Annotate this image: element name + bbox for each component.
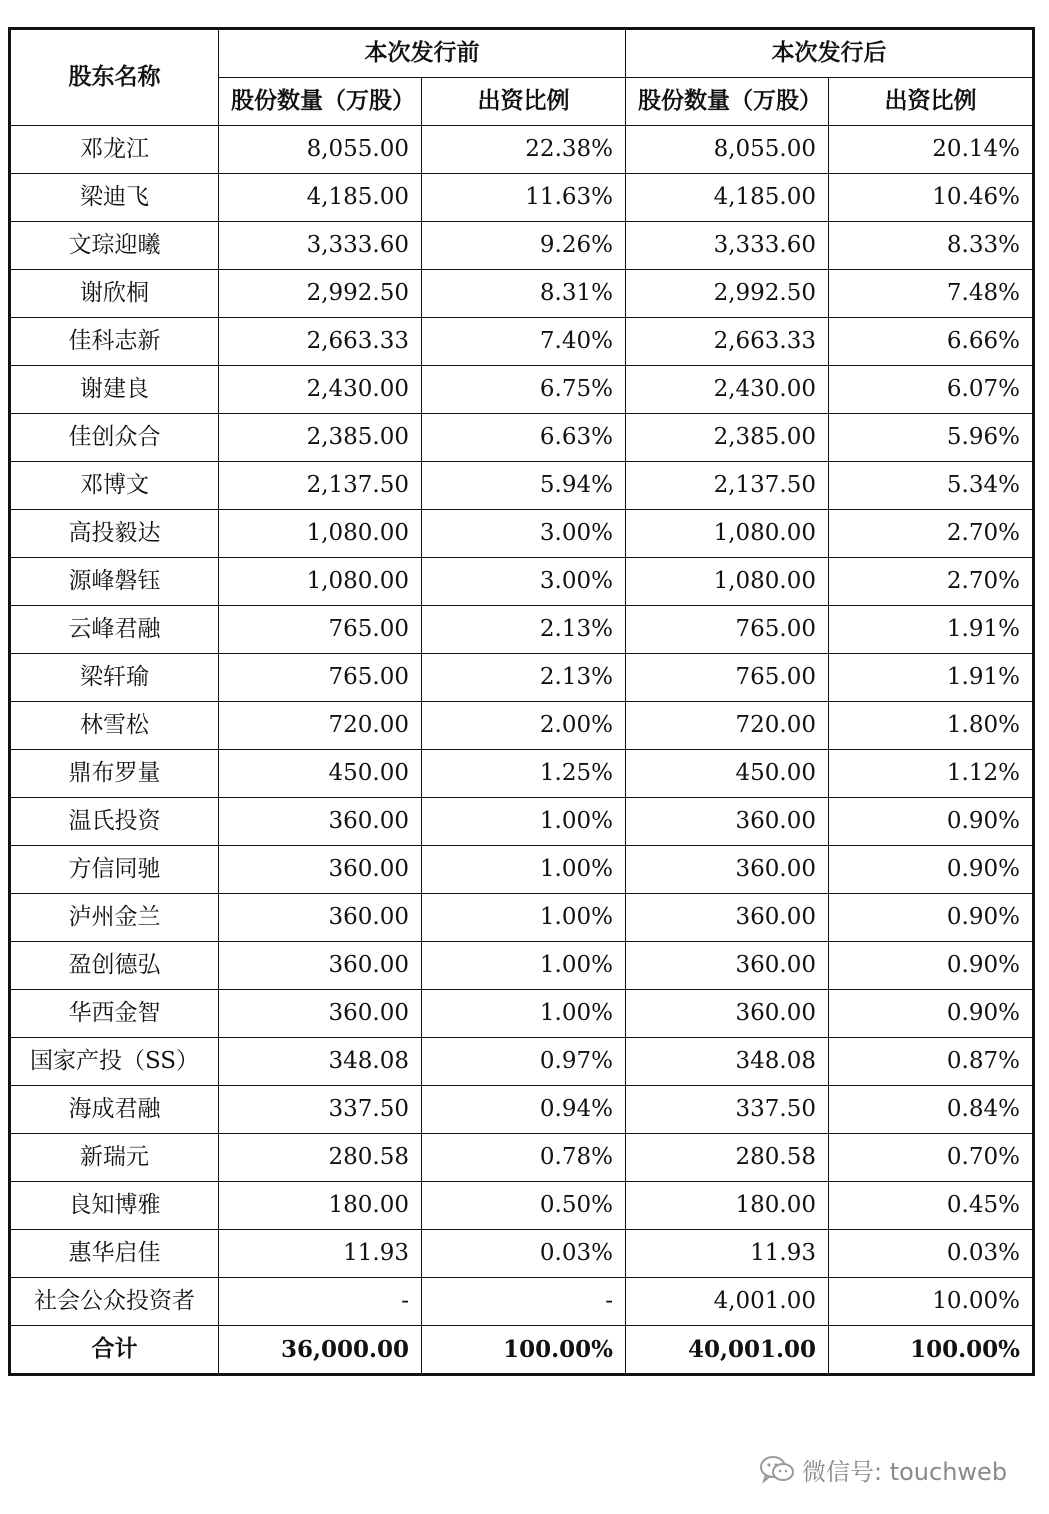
shares-after-cell: 720.00 [626,702,829,750]
shares-before-cell: 348.08 [219,1038,422,1086]
shareholder-name-cell: 文琮迎曦 [10,222,219,270]
ratio-after-cell: 1.91% [829,606,1034,654]
shares-after-cell: 765.00 [626,606,829,654]
shares-before-cell: 720.00 [219,702,422,750]
shareholder-name-cell: 海成君融 [10,1086,219,1134]
table-row [10,1230,1034,1278]
shares-after-cell: 180.00 [626,1182,829,1230]
ratio-before-cell: 2.13% [422,606,626,654]
shareholder-name-cell: 谢建良 [10,366,219,414]
table-row [10,654,1034,702]
shares-after-cell: 8,055.00 [626,126,829,174]
ratio-after-cell: 8.33% [829,222,1034,270]
ratio-before-cell: 7.40% [422,318,626,366]
ratio-before-cell: 6.75% [422,366,626,414]
ratio-before-cell: 8.31% [422,270,626,318]
shareholder-name-cell: 泸州金兰 [10,894,219,942]
header-shares-after: 股份数量（万股） [626,78,829,126]
table-row [10,606,1034,654]
ratio-after-cell: 0.70% [829,1134,1034,1182]
shares-after-cell: 360.00 [626,846,829,894]
table-row [10,750,1034,798]
ratio-before-cell: 1.00% [422,798,626,846]
shareholder-name-cell: 良知博雅 [10,1182,219,1230]
table-row [10,846,1034,894]
table-row [10,462,1034,510]
ratio-after-cell: 2.70% [829,558,1034,606]
ratio-after-cell: 0.90% [829,798,1034,846]
table-row [10,126,1034,174]
table-row [10,1134,1034,1182]
table-row [10,894,1034,942]
shareholder-name-cell: 惠华启佳 [10,1230,219,1278]
shares-before-cell: 2,992.50 [219,270,422,318]
shares-before-cell: 3,333.60 [219,222,422,270]
table-row [10,942,1034,990]
ratio-after-cell: 0.90% [829,894,1034,942]
ratio-after-cell: 0.90% [829,942,1034,990]
ratio-before-cell: 0.03% [422,1230,626,1278]
table-row [10,702,1034,750]
ratio-before-cell: 0.97% [422,1038,626,1086]
table-row [10,414,1034,462]
ratio-before-cell: 0.50% [422,1182,626,1230]
shareholder-name-cell: 盈创德弘 [10,942,219,990]
ratio-after-cell: 10.00% [829,1278,1034,1326]
shares-after-cell: 360.00 [626,942,829,990]
table-row [10,1278,1034,1326]
table-row [10,558,1034,606]
ratio-after-cell: 0.90% [829,846,1034,894]
ratio-after-cell: 7.48% [829,270,1034,318]
table-row [10,270,1034,318]
table-row [10,798,1034,846]
shareholder-name-cell: 社会公众投资者 [10,1278,219,1326]
header-after-issuance: 本次发行后 [626,29,1034,78]
shares-before-cell: 2,430.00 [219,366,422,414]
shares-after-cell: 4,001.00 [626,1278,829,1326]
shares-before-cell: - [219,1278,422,1326]
shareholder-name-cell: 云峰君融 [10,606,219,654]
shares-before-cell: 765.00 [219,606,422,654]
ratio-after-cell: 20.14% [829,126,1034,174]
ratio-before-cell: 1.00% [422,990,626,1038]
ratio-after-cell: 1.12% [829,750,1034,798]
shareholder-name-cell: 高投毅达 [10,510,219,558]
shares-before-cell: 765.00 [219,654,422,702]
ratio-after-cell: 6.66% [829,318,1034,366]
wechat-watermark [758,1452,1007,1486]
ratio-before-cell: 2.13% [422,654,626,702]
ratio-after-cell: 5.96% [829,414,1034,462]
shares-after-cell: 2,385.00 [626,414,829,462]
ratio-before-cell: 6.63% [422,414,626,462]
shareholding-table-container [8,27,1032,1376]
shares-after-cell: 337.50 [626,1086,829,1134]
table-row [10,318,1034,366]
shares-after-cell: 3,333.60 [626,222,829,270]
ratio-after-cell: 0.03% [829,1230,1034,1278]
shares-before-cell: 360.00 [219,942,422,990]
shares-before-cell: 1,080.00 [219,510,422,558]
header-before-issuance: 本次发行前 [219,29,626,78]
table-row [10,1182,1034,1230]
shareholder-name-cell: 佳科志新 [10,318,219,366]
ratio-before-cell: 2.00% [422,702,626,750]
table-row [10,1038,1034,1086]
ratio-after-cell: 1.91% [829,654,1034,702]
shares-after-cell: 450.00 [626,750,829,798]
shares-after-cell: 348.08 [626,1038,829,1086]
shares-after-cell: 765.00 [626,654,829,702]
shares-after-cell: 2,992.50 [626,270,829,318]
ratio-before-cell: 5.94% [422,462,626,510]
shares-before-cell: 360.00 [219,846,422,894]
shareholder-name-cell: 邓博文 [10,462,219,510]
ratio-after-cell: 0.84% [829,1086,1034,1134]
ratio-before-cell: 3.00% [422,510,626,558]
ratio-after-cell: 10.46% [829,174,1034,222]
shares-after-cell: 4,185.00 [626,174,829,222]
shares-after-cell: 1,080.00 [626,558,829,606]
shares-before-cell: 180.00 [219,1182,422,1230]
shares-before-cell: 360.00 [219,798,422,846]
total-shares-after: 40,001.00 [626,1326,829,1375]
ratio-before-cell: - [422,1278,626,1326]
shareholding-table [8,27,1035,1376]
shares-before-cell: 450.00 [219,750,422,798]
table-row [10,222,1034,270]
table-row [10,1086,1034,1134]
shareholder-name-cell: 新瑞元 [10,1134,219,1182]
shares-after-cell: 280.58 [626,1134,829,1182]
shares-after-cell: 1,080.00 [626,510,829,558]
shares-before-cell: 360.00 [219,894,422,942]
header-shareholder-name: 股东名称 [10,29,219,126]
shares-before-cell: 4,185.00 [219,174,422,222]
shares-before-cell: 2,385.00 [219,414,422,462]
shares-before-cell: 360.00 [219,990,422,1038]
shares-before-cell: 1,080.00 [219,558,422,606]
ratio-after-cell: 0.90% [829,990,1034,1038]
total-ratio-before: 100.00% [422,1326,626,1375]
ratio-after-cell: 1.80% [829,702,1034,750]
shareholder-name-cell: 方信同驰 [10,846,219,894]
shares-before-cell: 337.50 [219,1086,422,1134]
total-ratio-after: 100.00% [829,1326,1034,1375]
total-label: 合计 [10,1326,219,1375]
shareholder-name-cell: 源峰磐钰 [10,558,219,606]
shares-after-cell: 2,137.50 [626,462,829,510]
shareholder-name-cell: 鼎布罗量 [10,750,219,798]
ratio-before-cell: 0.94% [422,1086,626,1134]
ratio-after-cell: 5.34% [829,462,1034,510]
ratio-before-cell: 11.63% [422,174,626,222]
ratio-before-cell: 0.78% [422,1134,626,1182]
shares-before-cell: 2,137.50 [219,462,422,510]
header-ratio-after: 出资比例 [829,78,1034,126]
shares-after-cell: 2,430.00 [626,366,829,414]
shareholder-name-cell: 梁迪飞 [10,174,219,222]
shareholder-name-cell: 梁轩瑜 [10,654,219,702]
ratio-before-cell: 1.00% [422,942,626,990]
shares-before-cell: 280.58 [219,1134,422,1182]
ratio-after-cell: 0.45% [829,1182,1034,1230]
total-row [10,1326,1034,1375]
shares-after-cell: 11.93 [626,1230,829,1278]
shares-before-cell: 2,663.33 [219,318,422,366]
table-row [10,366,1034,414]
shareholder-name-cell: 林雪松 [10,702,219,750]
ratio-after-cell: 2.70% [829,510,1034,558]
total-shares-before: 36,000.00 [219,1326,422,1375]
header-ratio-before: 出资比例 [422,78,626,126]
table-row [10,510,1034,558]
header-shares-before: 股份数量（万股） [219,78,422,126]
shareholder-name-cell: 国家产投（SS） [10,1038,219,1086]
ratio-before-cell: 1.00% [422,846,626,894]
watermark-text: 微信号: touchweb [802,1457,1008,1486]
header-row-groups [10,29,1034,78]
shares-after-cell: 360.00 [626,990,829,1038]
shareholder-name-cell: 华西金智 [10,990,219,1038]
table-row [10,174,1034,222]
shares-before-cell: 8,055.00 [219,126,422,174]
shareholder-name-cell: 邓龙江 [10,126,219,174]
ratio-before-cell: 1.00% [422,894,626,942]
ratio-before-cell: 3.00% [422,558,626,606]
ratio-before-cell: 1.25% [422,750,626,798]
wechat-icon [758,1454,796,1484]
ratio-before-cell: 22.38% [422,126,626,174]
ratio-before-cell: 9.26% [422,222,626,270]
shares-after-cell: 2,663.33 [626,318,829,366]
ratio-after-cell: 6.07% [829,366,1034,414]
shares-after-cell: 360.00 [626,894,829,942]
shareholder-name-cell: 谢欣桐 [10,270,219,318]
table-row [10,990,1034,1038]
table-body [10,126,1034,1326]
shareholder-name-cell: 佳创众合 [10,414,219,462]
shareholder-name-cell: 温氏投资 [10,798,219,846]
ratio-after-cell: 0.87% [829,1038,1034,1086]
shares-before-cell: 11.93 [219,1230,422,1278]
shares-after-cell: 360.00 [626,798,829,846]
